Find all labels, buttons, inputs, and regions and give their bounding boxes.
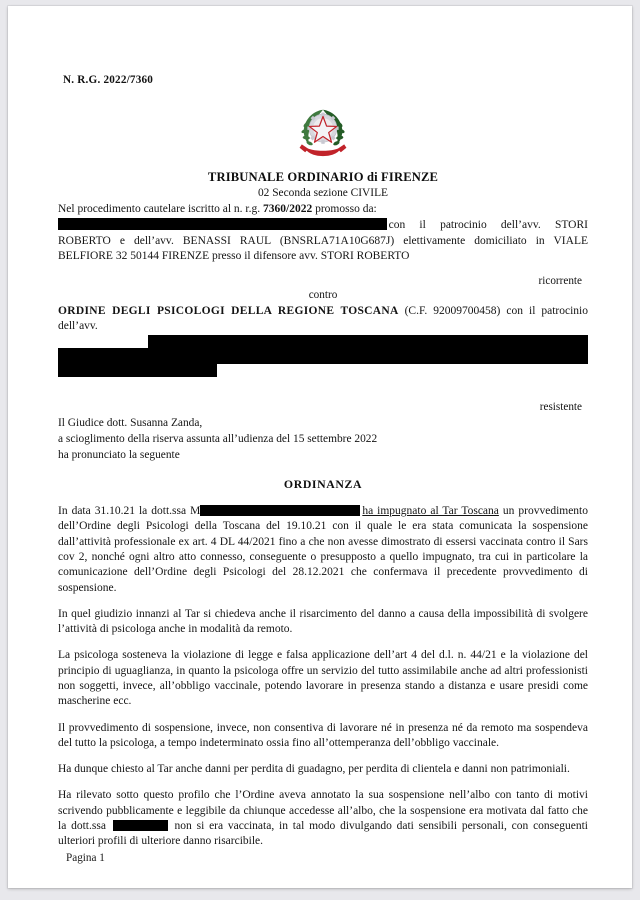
claimant-patronage: con il patrocinio dell’avv. STORI ROBERTO e dell’avv. BENASSI RAUL (BNSRLA71A10G687J) elettivamente domiciliato in VIALE BELFIORE 32 50144 FIRENZE presso il difensore avv. STORI ROBERTO bbox=[58, 219, 588, 263]
emblem-container bbox=[58, 102, 588, 164]
role-claimant: ricorrente bbox=[538, 274, 582, 287]
judge-name-line: Il Giudice dott. Susanna Zanda, bbox=[58, 416, 203, 429]
respondent-block bbox=[58, 304, 588, 335]
paragraph-5: Ha dunque chiesto al Tar anche danni per perdita di guadagno, per perdita di clientela e danni non patrimoniali. bbox=[58, 763, 570, 776]
role-respondent: resistente bbox=[539, 400, 582, 413]
redaction-respondent-lawyer bbox=[58, 335, 588, 377]
document-page bbox=[8, 6, 632, 888]
claimant-block bbox=[58, 218, 588, 265]
p1-pre-redaction: In data 31.10.21 la dott.ssa bbox=[58, 505, 191, 518]
judge-pronounce-line: ha pronunciato la seguente bbox=[58, 448, 180, 461]
redaction-psychologist-name-1 bbox=[200, 505, 360, 516]
court-section: 02 Seconda sezione CIVILE bbox=[257, 187, 388, 199]
p6-post-redaction: non si era vaccinata, in tal modo divulgando dati sensibili personali, con conseguenti ulteriori profili di ulteriore danno risarcibile. bbox=[58, 819, 588, 848]
proceeding-rg-number: 7360/2022 bbox=[263, 203, 313, 215]
redaction-line-1 bbox=[148, 335, 588, 348]
paragraph-2: In quel giudizio innanzi al Tar si chiedeva anche il risarcimento del danno a causa della impossibilità di svolgere l’attività di psicologa anche in modalità da remoto. bbox=[58, 607, 588, 636]
proceeding-intro-pre: Nel procedimento cautelare iscritto al n. r.g. bbox=[58, 203, 264, 215]
proceeding-intro bbox=[58, 203, 588, 215]
paragraph-4: Il provvedimento di sospensione, invece, non consentiva di lavorare né in presenza né da remoto ma sospendeva del tutto la psicologa, a tempo indeterminato ossia fino all’ottemperanza dell’obbligo vaccinale. bbox=[58, 721, 588, 749]
judge-hearing-line: a scioglimento della riserva assunta all’udienza del 15 settembre 2022 bbox=[58, 432, 378, 445]
paragraph-6 bbox=[58, 788, 588, 849]
p1-underlined-phrase: ha impugnato al Tar Toscana bbox=[362, 505, 499, 518]
respondent-cf: (C.F. 92009700458) bbox=[404, 304, 501, 317]
respondent-name: ORDINE DEGLI PSICOLOGI DELLA REGIONE TOSCANA bbox=[58, 304, 399, 317]
redaction-psychologist-name-2 bbox=[113, 820, 168, 831]
redaction-line-3 bbox=[58, 364, 217, 377]
judge-block bbox=[58, 415, 588, 464]
respondent-patronage-pre: con il patrocinio dell’avv. bbox=[58, 304, 589, 333]
ordinanza-heading: ORDINANZA bbox=[283, 477, 363, 492]
court-title: TRIBUNALE ORDINARIO di FIRENZE bbox=[207, 170, 439, 184]
p6-pre-redaction: Ha rilevato sotto questo profilo che l’Ordine aveva annotato la sua sospensione nell’albo con tanto di motivi scrivendo pubblicamente e leggibile da chiunque accedesse all’albo, che la sospensione era motivata dal fatto che la dott.ssa bbox=[58, 789, 588, 832]
p1-post-redaction: un provvedimento dell’Ordine degli Psicologi della Toscana del 19.10.21 con il quale le era stata comunicata la sospensione dall’attività professionale ex art. 4 DL 44/2021 fino a che non avesse dimostrato di essersi vaccinata contro il Sars cov 2, nonché ogni altro atto connesso, conseguente o presupposto a quello impugnato, tra cui in particolare la comunicazione dell’Ordine degli Psicologi del 28.12.2021 che confermava il precedente provvedimento di sospensione. bbox=[58, 505, 589, 594]
p1-visible-initial: M bbox=[190, 505, 201, 518]
paragraph-1 bbox=[58, 504, 588, 596]
against-label: contro bbox=[308, 288, 338, 301]
rg-number: N. R.G. 2022/7360 bbox=[63, 74, 154, 86]
paragraph-3: La psicologa sosteneva la violazione di legge e falsa applicazione dell’art 4 del d.l. n. 44/21 e la violazione del principio di uguaglianza, in quanto la psicologa offre un servizio del tutto assimilabile anche ad altri professionisti non soggetti, invece, all’obbligo vaccinale, potendo lavorare in presenza stando a distanza e usare presidi come mascherine ecc. bbox=[58, 649, 588, 708]
page-content bbox=[58, 74, 588, 860]
proceeding-intro-post: promosso da: bbox=[312, 203, 377, 215]
redaction-claimant-name bbox=[58, 218, 387, 230]
italian-republic-emblem-icon bbox=[295, 102, 351, 165]
redaction-line-2 bbox=[58, 348, 588, 364]
page-footer: Pagina 1 bbox=[66, 852, 105, 864]
